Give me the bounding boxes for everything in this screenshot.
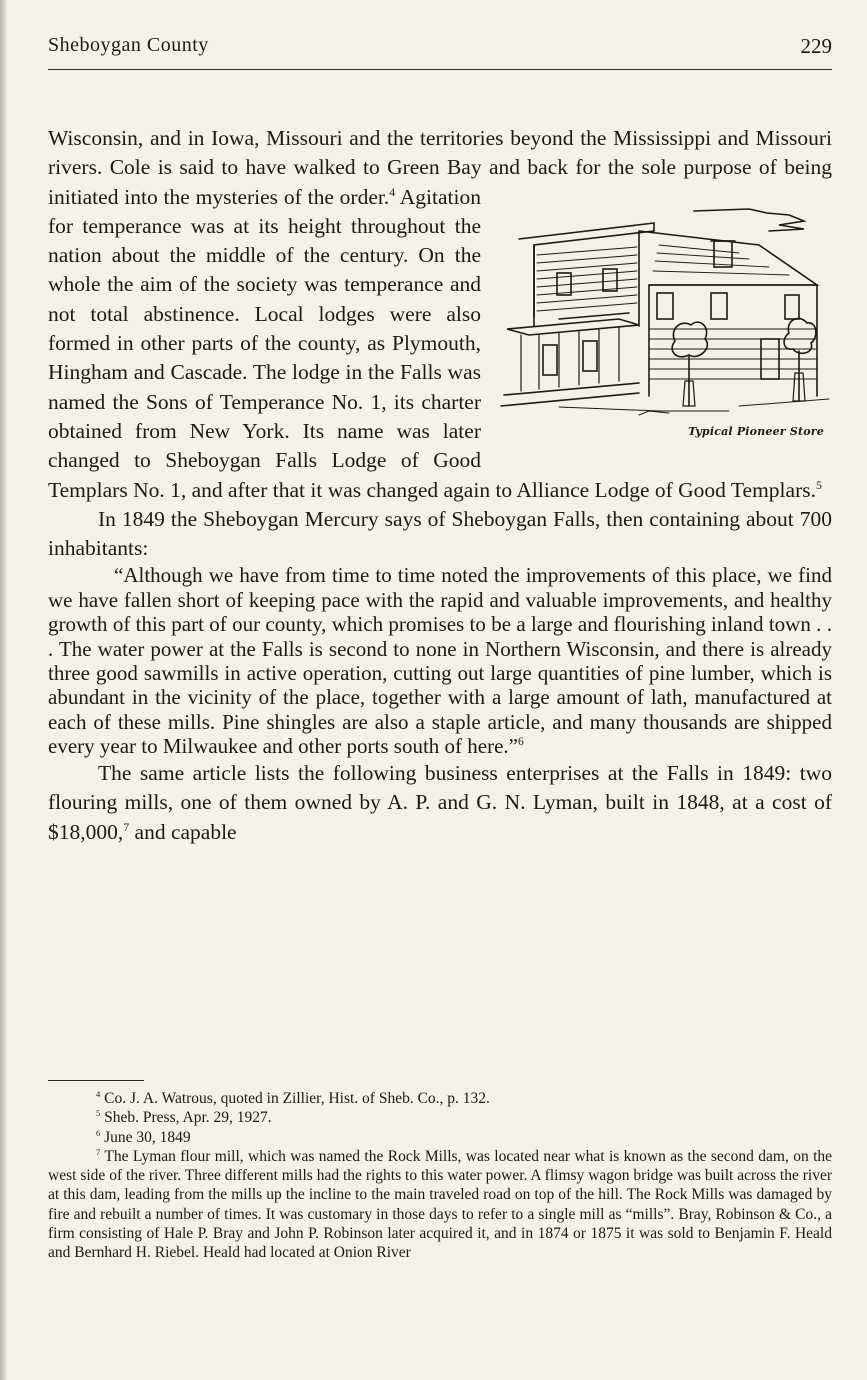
pioneer-store-illustration xyxy=(499,201,834,459)
footnote-text: The Lyman flour mill, which was named the Rock Mills, was located near what is known as the second dam, on the west side of the river. Three different mills had the rights to this water power. A flimsy wagon bridge was built across the river at this dam, leading from the mills up the incline to the main traveled road on top of the hill. The Rock Mills was damaged by fire and rebuilt a number of times. It was customary in those days to refer to a single mill as “mills”. Bray, Robinson & Co., a firm consisting of Hale P. Bray and John P. Robinson later acquired it, and in 1874 or 1875 it was sold to Benjamin F. Heald and Bernhard H. Riebel. Heald had located at Onion River xyxy=(48,1147,832,1262)
main-text xyxy=(48,124,832,847)
footnote-5 xyxy=(48,1108,832,1127)
footnote-ref-5: 5 xyxy=(815,477,822,492)
footnote-rule xyxy=(48,1080,144,1081)
paragraph-lead: Wisconsin, and in Iowa, Missouri and the territories beyond the Mississippi and Missouri rivers. Cole is said to have walked to Green Bay and back for the sole purpose of being initiated into the mysteries of the order. xyxy=(48,126,832,209)
paragraph-mercury-intro: In 1849 the Sheboygan Mercury says of Sheboygan Falls, then containing about 700 inhabitants: xyxy=(48,506,832,561)
running-head-title: Sheboygan County xyxy=(48,34,209,56)
paragraph-text: The same article lists the following business enterprises at the Falls in 1849: two flouring mills, one of them owned by A. P. and G. N. Lyman, built in 1848, at a cost of $18,000, xyxy=(48,760,832,844)
quote-text: “Although we have from time to time noted the improvements of this place, we find we have fallen short of keeping pace with the rapid and valuable improvements, and healthy growth of this part of our county, which promises to be a large and flourishing inland town . . . The water power at the Falls is second to none in Northern Wisconsin, and there is already three good sawmills in active operation, cutting out large quantities of pine lumber, which is abundant in the vicinity of the place, together with a large amount of lath, manufactured at each of these mills. Pine shingles are also a staple article, and many thousands are shipped every year to Milwaukee and other ports south of here.” xyxy=(48,563,832,759)
paragraph-tail: and capable xyxy=(129,819,237,844)
paragraph-body: Agitation for temperance was at its height throughout the nation about the middle of the century. On the whole the aim of the society was temperance and not total abstinence. Local lodges were also formed in other parts of the county, as Plymouth, Hingham and Cascade. The lodge in the Falls was named the Sons of Temperance No. 1, its charter obtained from New York. Its name was later changed to Sheboygan Falls Lodge of Good Templars No. 1, and after that it was changed again to Alliance Lodge of Good Templars. xyxy=(48,184,816,502)
footnote-text: June 30, 1849 xyxy=(104,1128,191,1146)
block-quote xyxy=(48,563,832,758)
illustration-caption: Typical Pioneer Store xyxy=(688,425,824,439)
footnote-mark: 6 xyxy=(96,1127,101,1138)
footnote-mark: 7 xyxy=(96,1146,101,1157)
page-number: 229 xyxy=(800,34,832,58)
page-binding-edge xyxy=(0,0,7,1380)
footnote-mark: 5 xyxy=(96,1108,101,1119)
footnote-6 xyxy=(48,1128,832,1147)
footnote-ref-7: 7 xyxy=(123,819,130,834)
footnote-text: Sheb. Press, Apr. 29, 1927. xyxy=(104,1109,272,1127)
footnote-ref-4: 4 xyxy=(389,184,396,199)
paragraph-business-enterprises xyxy=(48,759,832,848)
footnote-ref-6: 6 xyxy=(518,736,524,749)
header-rule xyxy=(48,69,832,70)
footnote-text: Co. J. A. Watrous, quoted in Zillier, Hist. of Sheb. Co., p. 132. xyxy=(104,1090,490,1107)
paragraph-cole-temperance xyxy=(48,124,832,505)
footnote-mark: 4 xyxy=(96,1088,101,1099)
footnotes xyxy=(48,1080,832,1263)
footnote-4 xyxy=(48,1089,832,1108)
running-head xyxy=(48,30,832,70)
footnote-7 xyxy=(48,1147,832,1263)
book-page xyxy=(48,30,832,1262)
